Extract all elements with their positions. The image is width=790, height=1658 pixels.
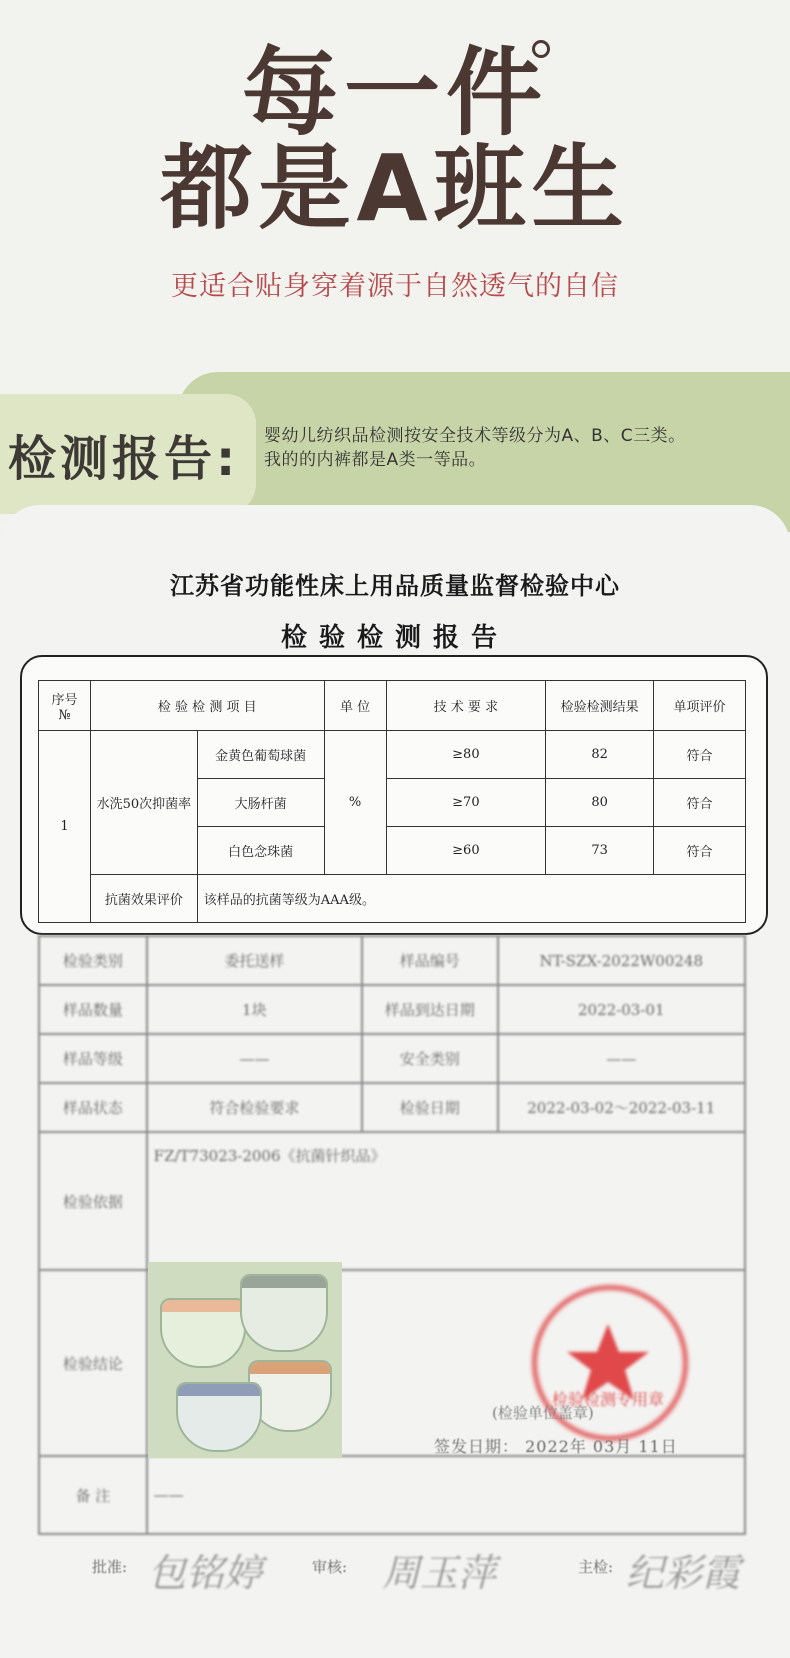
item-name: 金黄色葡萄球菌 [197,731,324,779]
table-row [39,1034,745,1083]
header-item: 检 验 检 测 项 目 [90,681,324,731]
underwear-item [240,1274,328,1352]
group-cell: 水洗50次抑菌率 [90,731,197,875]
item-name: 大肠杆菌 [197,779,324,827]
chief-signature: 纪彩霞 [626,1551,741,1595]
item-result: 73 [546,827,654,875]
basis-row [39,1132,745,1270]
info-value: 委托送样 [147,936,362,985]
seal-note: (检验单位盖章) [492,1404,594,1422]
item-requirement: ≥60 [386,827,546,875]
info-key: 样品状态 [39,1083,147,1132]
info-key: 样品到达日期 [362,985,498,1034]
info-value: —— [147,1034,362,1083]
remarks-value: —— [147,1456,745,1534]
header-requirement: 技 术 要 求 [386,681,546,731]
info-key: 检验日期 [362,1083,498,1132]
table-row [39,985,745,1034]
report-desc-line2: 我的的内裤都是A类一等品。 [264,450,487,470]
review-label: 审核: [312,1558,348,1576]
hero-title-line2: 都是A班生 [160,135,630,242]
report-description [264,424,686,472]
report-desc-line1: 婴幼儿纺织品检测按安全技术等级分为A、B、C三类。 [264,426,686,446]
results-header-row [39,681,746,731]
summary-value: 该样品的抗菌等级为AAA级。 [197,875,745,923]
item-name: 白色念珠菌 [197,827,324,875]
info-value: 2022-03-02～2022-03-11 [498,1083,745,1132]
issue-date: 签发日期： 2022年 03月 11日 [434,1437,678,1456]
item-verdict: 符合 [654,779,746,827]
stamp-text: 检验检测专用章 [552,1390,665,1409]
underwear-item [176,1382,262,1452]
remarks-row [39,1456,745,1534]
degree-mark [532,40,550,58]
item-requirement: ≥70 [386,779,546,827]
header-unit: 单 位 [324,681,386,731]
table-row [39,936,745,985]
table-row [39,731,746,779]
review-signature: 周玉萍 [382,1551,497,1595]
remarks-label: 备 注 [39,1456,147,1534]
unit-cell: % [324,731,386,875]
document-title: 检验检测报告 [280,623,509,653]
table-row [39,1083,745,1132]
summary-label: 抗菌效果评价 [90,875,197,923]
approve-label: 批准: [92,1558,128,1576]
approve-signature: 包铭婷 [148,1551,263,1595]
item-verdict: 符合 [654,827,746,875]
item-requirement: ≥80 [386,731,546,779]
summary-row [39,875,746,923]
info-value: 2022-03-01 [498,985,745,1034]
item-result: 82 [546,731,654,779]
chief-label: 主检: [578,1558,614,1576]
report-label: 检测报告: [8,431,240,487]
basis-label: 检验依据 [39,1132,147,1270]
item-verdict: 符合 [654,731,746,779]
hero-subtitle: 更适合贴身穿着源于自然透气的自信 [171,271,619,302]
underwear-item [160,1298,246,1368]
header-verdict: 单项评价 [654,681,746,731]
info-key: 检验类别 [39,936,147,985]
hero-title-line1: 每一件 [242,37,548,149]
info-key: 安全类别 [362,1034,498,1083]
info-key: 样品编号 [362,936,498,985]
header-seq: 序号 № [39,681,91,731]
basis-value: FZ/T73023-2006《抗菌针织品》 [147,1132,745,1270]
seq-cell: 1 [39,731,91,923]
info-key: 样品数量 [39,985,147,1034]
info-value: 符合检验要求 [147,1083,362,1132]
product-photo [148,1262,342,1458]
document-org: 江苏省功能性床上用品质量监督检验中心 [170,571,620,600]
conclusion-label: 检验结论 [39,1270,147,1456]
info-key: 样品等级 [39,1034,147,1083]
info-value: 1块 [147,985,362,1034]
results-table [38,680,746,923]
item-result: 80 [546,779,654,827]
info-value: —— [498,1034,745,1083]
header-result: 检验检测结果 [546,681,654,731]
info-value: NT-SZX-2022W00248 [498,936,745,985]
